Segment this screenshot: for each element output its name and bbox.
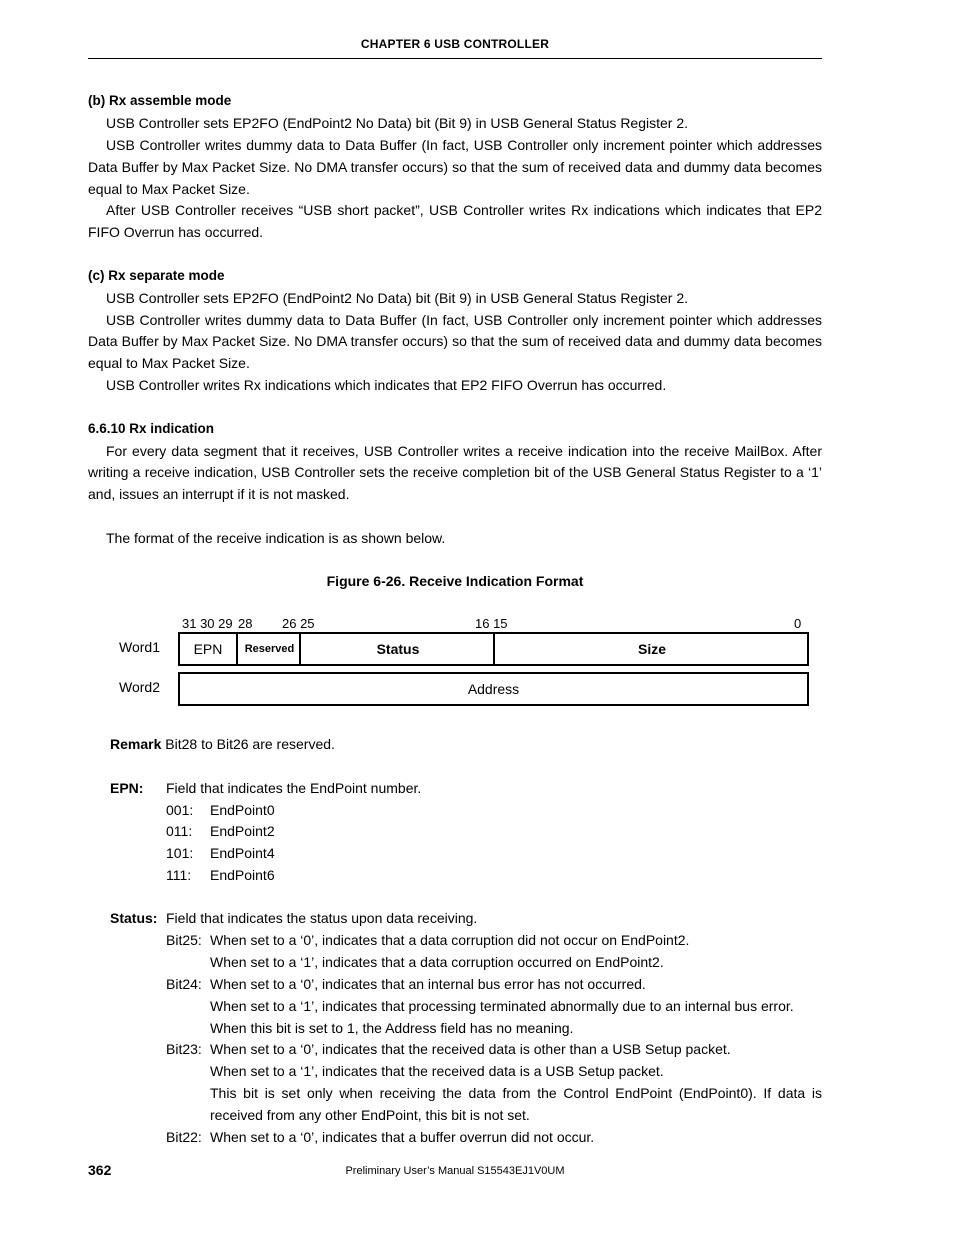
- section-b-para2-line3: equal to Max Packet Size.: [88, 181, 250, 197]
- status-desc: Field that indicates the status upon data receiving.: [166, 910, 478, 926]
- section-b-para1: USB Controller sets EP2FO (EndPoint2 No Data) bit (Bit 9) in USB General Status Register 2.: [106, 115, 689, 131]
- bit25-desc-1: When set to a ‘1’, indicates that a data corruption occurred on EndPoint2.: [210, 954, 664, 970]
- bit-label-16-15: 16 15: [475, 616, 508, 631]
- footer-manual: Preliminary User’s Manual S15543EJ1V0UM: [345, 1165, 565, 1177]
- section-c-para1: USB Controller sets EP2FO (EndPoint2 No Data) bit (Bit 9) in USB General Status Register 2.: [106, 290, 689, 306]
- status-label: Status:: [110, 910, 158, 926]
- word2-label: Word2: [119, 679, 160, 695]
- epn-code: 111:: [166, 867, 192, 883]
- bit22-label: Bit22:: [166, 1129, 202, 1145]
- bit-label-0: 0: [794, 616, 802, 631]
- epn-name: EndPoint2: [210, 823, 275, 839]
- bit24-desc-0: When set to a ‘0’, indicates that an internal bus error has not occurred.: [210, 976, 646, 992]
- section-c-para2-line3: equal to Max Packet Size.: [88, 355, 250, 371]
- bit23-desc-1: When set to a ‘1’, indicates that the received data is a USB Setup packet.: [210, 1063, 664, 1079]
- epn-name: EndPoint6: [210, 867, 275, 883]
- bit-label-28: 28: [238, 616, 253, 631]
- bit25-label: Bit25:: [166, 932, 202, 948]
- figure-title: Figure 6-26. Receive Indication Format: [326, 573, 584, 589]
- field-epn: EPN: [193, 641, 223, 657]
- bit23-note-line1: This bit is set only when receiving the data from the Control EndPoint (EndPoint0). If data is: [210, 1085, 822, 1101]
- section-6610-title: 6.6.10 Rx indication: [88, 421, 215, 436]
- epn-name: EndPoint4: [210, 845, 275, 861]
- section-c-para2-line2: Data Buffer by Max Packet Size. No DMA transfer occurs) so that the sum of received data and dummy data becomes: [88, 333, 822, 349]
- section-c-para3: USB Controller writes Rx indications which indicates that EP2 FIFO Overrun has occurred.: [106, 377, 667, 393]
- section-b-para2-line2: Data Buffer by Max Packet Size. No DMA transfer occurs) so that the sum of received data and dummy data becomes: [88, 159, 822, 175]
- epn-code: 011:: [166, 823, 193, 839]
- remark-text: Bit28 to Bit26 are reserved.: [165, 736, 335, 752]
- page-number: 362: [88, 1162, 112, 1178]
- chapter-header: CHAPTER 6 USB CONTROLLER: [360, 37, 550, 51]
- epn-name: EndPoint0: [210, 802, 275, 818]
- bit24-desc-1: When set to a ‘1’, indicates that processing terminated abnormally due to an internal bus error.: [210, 998, 794, 1014]
- bit23-note-line2: received from any other EndPoint, this bit is not set.: [210, 1107, 530, 1123]
- bit24-label: Bit24:: [166, 976, 202, 992]
- epn-desc: Field that indicates the EndPoint number.: [166, 780, 422, 796]
- remark: [110, 733, 335, 755]
- section-b-para2-line1: USB Controller writes dummy data to Data Buffer (In fact, USB Controller only increment pointer which addresses: [106, 137, 822, 153]
- epn-code: 001:: [166, 802, 194, 818]
- bit22-desc-0: When set to a ‘0’, indicates that a buffer overrun did not occur.: [210, 1129, 595, 1145]
- section-6610-para1-line1: For every data segment that it receives, USB Controller writes a receive indication into the receive MailBox. After: [106, 443, 822, 459]
- word1-label: Word1: [119, 639, 160, 655]
- bit-label-26-25: 26 25: [282, 616, 315, 631]
- section-6610-para1-line3: and, issues an interrupt if it is not masked.: [88, 486, 350, 502]
- epn-label: EPN:: [110, 780, 144, 796]
- epn-code: 101:: [166, 845, 194, 861]
- section-6610-para2: The format of the receive indication is as shown below.: [106, 530, 446, 546]
- field-reserved: Reserved: [236, 634, 301, 664]
- section-b-title: (b) Rx assemble mode: [88, 93, 232, 108]
- section-c-para2-line1: USB Controller writes dummy data to Data Buffer (In fact, USB Controller only increment pointer which addresses: [106, 312, 822, 328]
- section-c-title: (c) Rx separate mode: [88, 268, 225, 283]
- bit24-note: When this bit is set to 1, the Address field has no meaning.: [210, 1020, 574, 1036]
- remark-label: Remark: [110, 736, 162, 752]
- section-b-para3-line2: FIFO Overrun has occurred.: [88, 224, 264, 240]
- word2-row: [178, 672, 809, 706]
- bit-label-31-29: 31 30 29: [182, 616, 233, 631]
- bit23-desc-0: When set to a ‘0’, indicates that the received data is other than a USB Setup packet.: [210, 1041, 731, 1057]
- field-status: Status: [299, 634, 495, 664]
- header-rule: [88, 58, 822, 59]
- field-address: Address: [467, 681, 520, 697]
- word1-row: [178, 632, 809, 666]
- section-6610-para1-line2: writing a receive indication, USB Controller sets the receive completion bit of the USB General Status Register to a ‘1’: [88, 464, 822, 480]
- bit25-desc-0: When set to a ‘0’, indicates that a data corruption did not occur on EndPoint2.: [210, 932, 690, 948]
- section-b-para3-line1: After USB Controller receives “USB short packet”, USB Controller writes Rx indications which indicates that EP2: [106, 202, 822, 218]
- bit23-label: Bit23:: [166, 1041, 202, 1057]
- field-size: Size: [493, 634, 809, 664]
